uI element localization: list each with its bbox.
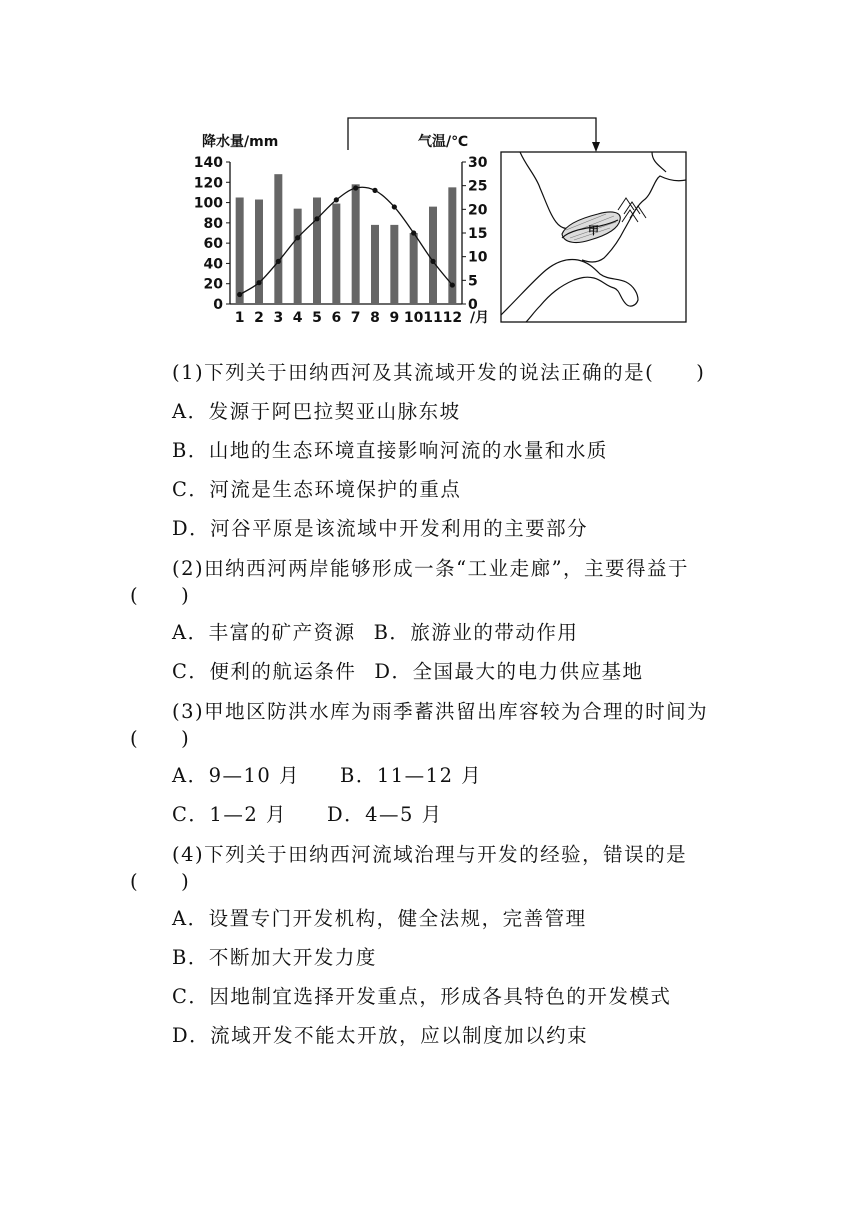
chart-temperature-line [240, 187, 453, 294]
question-3-stem-cont: ( ) [130, 727, 191, 750]
chart-xtick-label: 4 [292, 310, 303, 326]
chart-ytick-label-left: 0 [213, 297, 223, 313]
question-2-option-b: B．旅游业的带动作用 [373, 621, 579, 644]
question-4-option-c: C．因地制宜选择开发重点，形成各具特色的开发模式 [172, 985, 672, 1008]
question-4-stem: (4)下列关于田纳西河流域治理与开发的经验，错误的是 [172, 843, 688, 866]
question-2-option-d: D．全国最大的电力供应基地 [374, 660, 644, 683]
question-1-stem: (1)下列关于田纳西河及其流域开发的说法正确的是( ) [172, 361, 706, 384]
question-3-option-c: C．1—2 月 [172, 803, 287, 826]
chart-ytick-label-left: 60 [203, 236, 223, 253]
question-1-option-b: B．山地的生态环境直接影响河流的水量和水质 [172, 439, 608, 462]
chart-temperature-point [450, 282, 455, 287]
chart-temperature-point [353, 185, 358, 190]
chart-xtick-label: 9 [389, 310, 400, 326]
question-3-option-b: B．11—12 月 [340, 764, 483, 787]
map [501, 152, 686, 322]
question-2-options-cd [172, 660, 644, 684]
chart-bar [255, 200, 263, 304]
chart-bar [274, 174, 282, 304]
question-4-option-a: A．设置专门开发机构，健全法规，完善管理 [172, 907, 587, 930]
chart-xtick-label: 7 [350, 310, 361, 326]
chart-ytick-label-right: 0 [468, 297, 478, 313]
chart-xtick-label: 3 [273, 310, 284, 326]
chart-temperature-point [314, 216, 319, 221]
chart-temperature-point [237, 292, 242, 297]
chart-ytick-label-left: 120 [193, 175, 223, 192]
chart-ytick-label-left: 80 [203, 215, 223, 232]
chart-ylabel-left: 降水量/mm [202, 134, 279, 150]
question-2-option-a: A．丰富的矿产资源 [172, 621, 356, 644]
chart-bar [390, 225, 398, 304]
question-4-stem-cont: ( ) [130, 870, 191, 893]
chart-bar [294, 209, 302, 304]
question-3-options-ab [172, 764, 482, 788]
chart-xtick-label: 1 [234, 310, 245, 326]
chart-ytick-label-left: 20 [203, 276, 223, 293]
chart-ytick-label-right: 25 [468, 178, 488, 195]
chart-xtick-label: 12 [442, 310, 463, 326]
climate-chart-and-map [190, 110, 700, 335]
chart-temperature-point [411, 230, 416, 235]
chart-temperature-point [295, 235, 300, 240]
question-1-option-a: A．发源于阿巴拉契亚山脉东坡 [172, 400, 461, 423]
chart-temperature-point [392, 204, 397, 209]
chart-x-unit: /月 [470, 310, 490, 326]
question-2-option-c: C．便利的航运条件 [172, 660, 357, 683]
chart-ytick-label-right: 30 [468, 155, 488, 171]
chart-bar [313, 198, 321, 305]
chart-ytick-label-right: 10 [468, 249, 488, 266]
chart-xtick-label: 2 [254, 310, 264, 326]
chart-ytick-label-left: 100 [193, 195, 223, 212]
connector-line [348, 118, 596, 150]
question-2-stem: (2)田纳西河两岸能够形成一条“工业走廊”，主要得益于 [172, 557, 690, 580]
chart-temperature-point [334, 197, 339, 202]
chart-ytick-label-left: 140 [193, 155, 223, 171]
chart-xtick-label: 10 [403, 310, 424, 326]
question-3-options-cd [172, 803, 443, 827]
chart-bar [352, 184, 360, 304]
question-1-option-c: C．河流是生态环境保护的重点 [172, 478, 462, 501]
chart-bar [371, 225, 379, 304]
question-2-options-ab [172, 621, 578, 645]
question-1-option-d: D．河谷平原是该流域中开发利用的主要部分 [172, 517, 589, 540]
question-3-stem: (3)甲地区防洪水库为雨季蓄洪留出库容较为合理的时间为 [172, 700, 709, 723]
chart-bar [429, 207, 437, 304]
chart-temperature-point [430, 259, 435, 264]
question-4-option-b: B．不断加大开发力度 [172, 946, 377, 969]
chart-bar [236, 198, 244, 305]
chart-temperature-point [256, 280, 261, 285]
chart-ytick-label-left: 40 [203, 256, 223, 273]
question-4-option-d: D．流域开发不能太开放，应以制度加以约束 [172, 1024, 589, 1047]
question-3-option-a: A．9—10 月 [172, 764, 301, 787]
chart-ytick-label-right: 20 [468, 202, 488, 219]
chart-xtick-label: 8 [370, 310, 380, 326]
chart-xtick-label: 5 [312, 310, 322, 326]
chart-ytick-label-right: 15 [468, 226, 488, 242]
chart-ytick-label-right: 5 [468, 273, 478, 290]
chart-bar [332, 204, 340, 304]
chart-ylabel-right: 气温/℃ [418, 134, 469, 150]
question-3-option-d: D．4—5 月 [326, 803, 443, 826]
figure [190, 110, 700, 335]
connector-arrowhead [592, 142, 600, 152]
chart-xtick-label: 11 [423, 310, 443, 326]
chart-bar [410, 233, 418, 304]
question-2-stem-cont: ( ) [130, 584, 191, 607]
chart-temperature-point [372, 188, 377, 193]
chart-temperature-point [276, 259, 281, 264]
chart-xtick-label: 6 [331, 310, 342, 326]
map-label-jia: 甲 [588, 224, 599, 237]
